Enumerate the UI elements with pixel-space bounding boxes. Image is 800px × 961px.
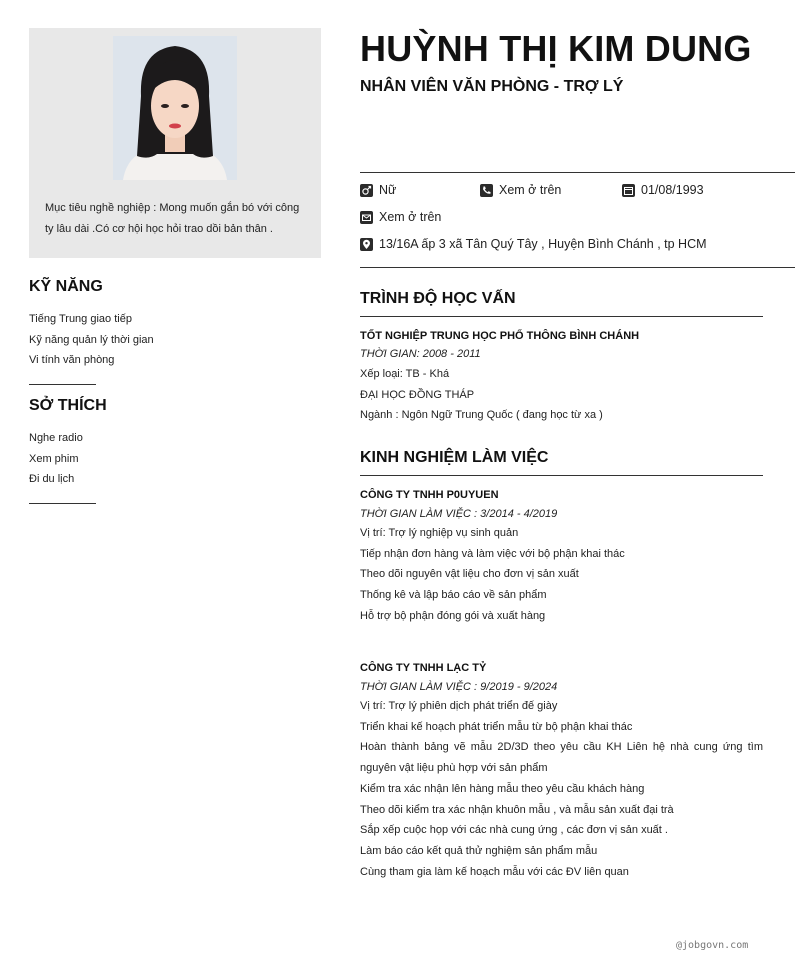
company-name: CÔNG TY TNHH P0UYUEN xyxy=(360,489,499,501)
list-item: Xem phim xyxy=(29,452,79,465)
hobbies-heading: SỞ THÍCH xyxy=(29,397,107,414)
job-duties xyxy=(360,523,763,627)
watermark: @jobgovn.com xyxy=(676,940,749,951)
list-item: Xếp loại: TB - Khá xyxy=(360,368,450,380)
gender-value: Nữ xyxy=(379,183,397,197)
education-heading: TRÌNH ĐỘ HỌC VẤN xyxy=(360,290,516,307)
list-item: Thống kê và lập báo cáo về sản phẩm xyxy=(360,589,547,602)
education-details xyxy=(360,364,763,426)
job-duties xyxy=(360,696,763,882)
experience-heading: KINH NGHIỆM LÀM VIỆC xyxy=(360,449,549,466)
birthday-info xyxy=(622,183,704,197)
birthday-value: 01/08/1993 xyxy=(641,183,704,197)
company-name: CÔNG TY TNHH LẠC TỶ xyxy=(360,662,487,674)
list-item: Vị trí: Trợ lý phiên dịch phát triển đế giày xyxy=(360,700,558,712)
profile-photo xyxy=(113,36,237,180)
divider xyxy=(360,172,795,173)
job-period: THỜI GIAN LÀM VIỆC : 9/2019 - 9/2024 xyxy=(360,681,558,693)
address-info xyxy=(360,237,707,251)
list-item: Làm báo cáo kết quả thử nghiệm sản phẩm mẫu xyxy=(360,844,598,857)
skills-heading: KỸ NĂNG xyxy=(29,278,103,295)
list-item: Vi tính văn phòng xyxy=(29,354,115,366)
school-name: TỐT NGHIỆP TRUNG HỌC PHỔ THÔNG BÌNH CHÁNH xyxy=(360,330,640,342)
list-item: Kỹ năng quản lý thời gian xyxy=(29,333,154,346)
email-info xyxy=(360,210,441,224)
list-item: Kiểm tra xác nhận lên hàng mẫu theo yêu cầu khách hàng xyxy=(360,782,645,795)
list-item: Triển khai kế hoạch phát triển mẫu từ bộ phận khai thác xyxy=(360,720,633,733)
list-item: Nghe radio xyxy=(29,432,83,444)
job-title: NHÂN VIÊN VĂN PHÒNG - TRỢ LÝ xyxy=(360,78,624,95)
list-item: Đi du lịch xyxy=(29,473,75,485)
calendar-icon xyxy=(622,184,635,197)
address-value: 13/16A ấp 3 xã Tân Quý Tây , Huyện Bình Chánh , tp HCM xyxy=(379,237,707,251)
envelope-icon xyxy=(360,211,373,224)
list-item: Cùng tham gia làm kế hoạch mẫu với các ĐV liên quan xyxy=(360,865,629,878)
list-item: Theo dõi nguyên vật liệu cho đơn vị sản xuất xyxy=(360,568,579,581)
education-period: THỜI GIAN: 2008 - 2011 xyxy=(360,348,481,360)
full-name: HUỲNH THỊ KIM DUNG xyxy=(360,28,752,69)
list-item: Hoàn thành bảng vẽ mẫu 2D/3D theo yêu cầu KH Liên hệ nhà cung ứng tìm nguyên vật liệu phù hợp với sản phẩm xyxy=(360,741,763,775)
gender-info xyxy=(360,183,396,197)
phone-icon xyxy=(480,184,493,197)
career-objective: Mục tiêu nghề nghiệp : Mong muốn gắn bó với công ty lâu dài .Có cơ hội học hỏi trao dồi bản thân . xyxy=(45,202,300,235)
list-item: Theo dõi kiểm tra xác nhận khuôn mẫu , và mẫu sản xuất đại trà xyxy=(360,803,674,816)
list-item: Tiếng Trung giao tiếp xyxy=(29,313,132,325)
divider xyxy=(360,475,763,476)
email-value: Xem ở trên xyxy=(379,210,442,224)
divider xyxy=(360,316,763,317)
profile-box xyxy=(29,28,321,258)
divider xyxy=(29,384,96,385)
location-pin-icon xyxy=(360,238,373,251)
hobbies-list xyxy=(29,428,83,490)
list-item: Hỗ trợ bộ phận đóng gói và xuất hàng xyxy=(360,609,546,622)
phone-value: Xem ở trên xyxy=(499,183,562,197)
list-item: Vị trí: Trợ lý nghiệp vụ sinh quản xyxy=(360,527,519,539)
divider xyxy=(360,267,795,268)
list-item: ĐẠI HỌC ĐỒNG THÁP xyxy=(360,388,475,401)
list-item: Tiếp nhận đơn hàng và làm việc với bộ phận khai thác xyxy=(360,547,625,560)
gender-icon xyxy=(360,184,373,197)
list-item: Sắp xếp cuộc họp với các nhà cung ứng , các đơn vị sản xuất . xyxy=(360,824,668,837)
divider xyxy=(29,503,96,504)
job-period: THỜI GIAN LÀM VIỆC : 3/2014 - 4/2019 xyxy=(360,508,558,520)
list-item: Ngành : Ngôn Ngữ Trung Quốc ( đang học từ xa ) xyxy=(360,409,603,422)
skills-list xyxy=(29,309,154,371)
phone-info xyxy=(480,183,561,197)
